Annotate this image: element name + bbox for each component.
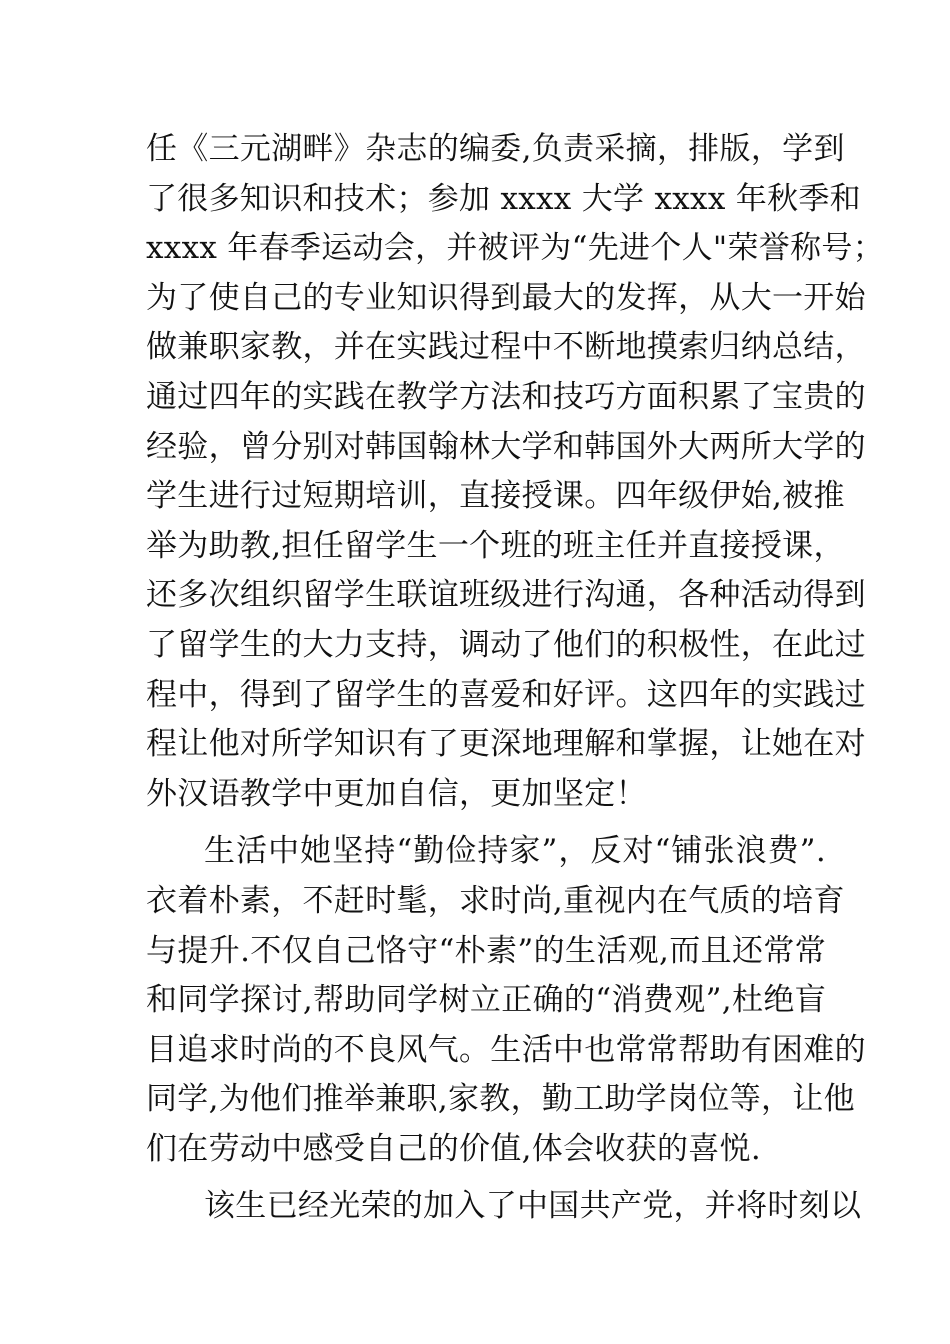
text-line: xxxx 年春季运动会，并被评为“先进个人"荣誉称号； [146, 230, 884, 267]
text-line: 任《三元湖畔》杂志的编委,负责采摘，排版，学到 [146, 131, 845, 167]
text-line: 衣着朴素，不赶时髦，求时尚,重视内在气质的培育 [146, 882, 845, 919]
text-line: 和同学探讨,帮助同学树立正确的“消费观”,杜绝盲 [146, 982, 826, 1019]
text-line: 学生进行过短期培训，直接授课。四年级伊始,被推 [146, 478, 845, 515]
text-line: 做兼职家教，并在实践过程中不断地摸索归纳总结， [146, 329, 866, 366]
text-line: 外汉语教学中更加自信，更加坚定！ [146, 775, 647, 812]
text-line: 同学,为他们推举兼职,家教，勤工助学岗位等，让他 [146, 1081, 855, 1118]
text-line: 目追求时尚的不良风气。生活中也常常帮助有困难的 [146, 1031, 866, 1068]
text-line: 通过四年的实践在教学方法和技巧方面积累了宝贵的 [146, 378, 866, 415]
text-line: 们在劳动中感受自己的价值,体会收获的喜悦. [146, 1130, 762, 1167]
text-line: 还多次组织留学生联谊班级进行沟通，各种活动得到 [146, 577, 866, 614]
text-line: 与提升.不仅自己恪守“朴素”的生活观,而且还常常 [146, 932, 826, 969]
text-line: 生活中她坚持“勤俭持家”，反对“铺张浪费”. [204, 833, 826, 870]
text-line: 了留学生的大力支持，调动了他们的积极性，在此过 [146, 626, 866, 663]
text-line: 举为助教,担任留学生一个班的班主任并直接授课， [146, 527, 845, 564]
text-line: 程中，得到了留学生的喜爱和好评。这四年的实践过 [146, 676, 866, 713]
text-line: 了很多知识和技术；参加 xxxx 大学 xxxx 年秋季和 [146, 180, 861, 217]
text-line: 程让他对所学知识有了更深地理解和掌握，让她在对 [146, 726, 866, 763]
text-line: 该生已经光荣的加入了中国共产党，并将时刻以 [204, 1188, 862, 1225]
text-line: 经验，曾分别对韩国翰林大学和韩国外大两所大学的 [146, 428, 866, 465]
text-line: 为了使自己的专业知识得到最大的发挥，从大一开始 [146, 279, 866, 316]
paragraph-gap [146, 819, 826, 827]
paragraph-gap [146, 1174, 826, 1182]
document-body [146, 125, 884, 1232]
